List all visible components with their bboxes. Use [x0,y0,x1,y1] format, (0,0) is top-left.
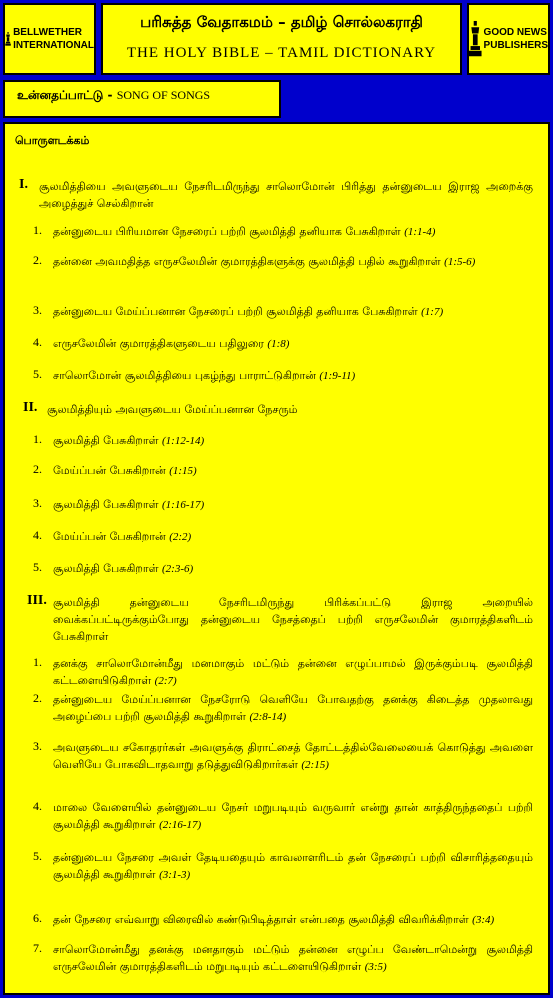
list-item-text: தன் நேசரை எவ்வாறு விரைவில் கண்டுபிடித்தாள் என்பதை சூலமித்தி விவரிக்கிறாள் [53,913,473,926]
list-item-text: சாலொமோன் சூலமித்தியை புகழ்ந்து பாராட்டுகிறான் [53,369,320,382]
list-item-number: 2. [33,253,42,267]
list-item-text: சூலமித்தி பேசுகிறாள் [53,434,163,447]
contents-heading: பொருளடக்கம் [15,134,90,147]
list-item [53,560,533,578]
list-item [53,253,533,271]
verse-reference: (1:8) [267,338,290,350]
list-item [53,739,533,774]
verse-reference: (2:3-6) [162,563,194,575]
verse-reference: (2:15) [301,759,329,771]
verse-reference: (1:16-17) [162,499,205,511]
verse-reference: (1:1-4) [404,226,436,238]
list-item-number: 5. [33,849,42,863]
list-item-text: தன்னுடைய மேய்ப்பனான நேசரோடு வெளியே போவதற்கு தனக்கு கிடைத்த முதலாவது அழைப்பை பற்றி சூலமித்தி கூறுகிறாள் [53,693,533,723]
list-item-text: சூலமித்தி பேசுகிறாள் [53,498,163,511]
list-item-number: 3. [33,739,42,753]
list-item-number: 4. [33,799,42,813]
verse-reference: (2:16-17) [159,819,202,831]
list-item-number: 2. [33,462,42,476]
list-item-text: மாலை வேளையில் தன்னுடைய நேசர் மறுபடியும் வருவார் என்று தான் காத்திருந்ததைப் பற்றி சூலமித்தி கூறுகிறாள் [53,801,533,831]
book-section-label [3,80,281,118]
logo-line-2: PUBLISHERS [483,40,548,51]
part-numeral: I. [19,177,28,192]
tower-icon [469,16,482,62]
verse-reference: (2:8-14) [249,711,287,723]
book-name-tamil: உன்னதப்பாட்டு [17,88,104,102]
part-numeral: III. [27,593,47,608]
list-item-text: தன்னை அவமதித்த எருசலேமின் குமாரத்திகளுக்கு சூலமித்தி பதில் கூறுகிறாள் [53,255,445,268]
book-name-english: SONG OF SONGS [116,88,211,102]
verse-reference: (1:15) [169,465,197,477]
list-item-number: 2. [33,691,42,705]
verse-reference: (3:5) [364,961,387,973]
verse-reference: (3:4) [472,914,495,926]
logo-line-1: GOOD NEWS [483,27,547,38]
list-item [53,496,533,514]
list-item [53,799,533,834]
logo-line-2: INTERNATIONAL [13,40,94,51]
list-item-text: தன்னுடைய நேசரை அவள் தேடியதையும் காவலாளரிடம் தன் நேசரைப் பற்றி விசாரித்ததையும் சூலமித்தி கூறுகிறாள் [53,851,533,881]
part-numeral: II. [23,400,38,415]
part-title: சூலமித்தி தன்னுடைய நேசரிடமிருந்து பிரிக்கப்பட்டு இராஜ அறையில் வைக்கப்பட்டிருக்கும்போது தன்னுடைய நேசத்தைப் பற்றி எருசலேமின் குமாரத்திகளிடம் பேசுகிறாள் [53,596,533,643]
list-item [53,691,533,726]
list-item-text: தன்னுடைய மேய்ப்பனான நேசரைப் பற்றி சூலமித்தி தனியாக பேசுகிறாள் [53,305,422,318]
list-item-number: 1. [33,655,42,669]
list-item [53,941,533,976]
page-title [101,3,462,75]
list-item-text: எருசலேமின் குமாரத்திகளுடைய பதிலுரை [53,337,268,350]
list-item-number: 5. [33,560,42,574]
list-item-number: 4. [33,335,42,349]
list-item-text: தன்னுடைய பிரியமான நேசரைப் பற்றி சூலமித்தி தனியாக பேசுகிறாள் [53,225,405,238]
verse-reference: (3:1-3) [159,869,191,881]
part-title: சூலமித்தியும் அவளுடைய மேய்ப்பனான நேசரும் [47,403,298,416]
list-item [53,655,533,690]
bellwether-logo [3,3,96,75]
list-item [53,335,533,353]
list-item [53,367,533,385]
list-item [53,462,533,480]
verse-reference: (1:9-11) [319,370,356,382]
part-title: சூலமித்தியை அவளுடைய நேசரிடமிருந்து சாலொமோன் பிரித்து தன்னுடைய இராஜ அறைக்கு அழைத்துச் செல்கிறான் [39,180,533,210]
list-item [53,849,533,884]
good-news-logo [467,3,550,75]
list-item-number: 6. [33,911,42,925]
list-item-number: 7. [33,941,42,955]
book-name-sep: - [103,88,117,102]
verse-reference: (1:5-6) [444,256,476,268]
list-item-number: 3. [33,303,42,317]
list-item [53,528,533,546]
list-item-number: 1. [33,223,42,237]
list-item-text: அவளுடைய சகோதரர்கள் அவளுக்கு திராட்சைத் தோட்டத்தில்வேலையைக் கொடுத்து அவளை வெளியே போகவிடாதவாறு தடுத்துவிடுகிறார்கள் [53,741,533,771]
table-of-contents [3,122,550,995]
list-item-text: சாலொமோன்மீது தனக்கு மனதாகும் மட்டும் தன்னை எழுப்ப வேண்டாமென்று சூலமித்தி எருசலேமின் குமாரத்திகளிடம் மறுபடியும் கட்டளையிடுகிறாள் [53,943,533,973]
list-item-text: மேய்ப்பன் பேசுகிறான் [53,464,170,477]
list-item [53,911,533,929]
list-item [53,303,533,321]
verse-reference: (2:2) [169,531,192,543]
list-item-number: 4. [33,528,42,542]
title-english: THE HOLY BIBLE – TAMIL DICTIONARY [126,45,437,61]
title-tamil: பரிசுத்த வேதாகமம் – தமிழ் சொல்லகராதி [140,13,423,31]
list-item-text: சூலமித்தி பேசுகிறாள் [53,562,163,575]
list-item [53,432,533,450]
list-item-number: 3. [33,496,42,510]
list-item-text: மேய்ப்பன் பேசுகிறான் [53,530,170,543]
list-item-number: 5. [33,367,42,381]
list-item-number: 1. [33,432,42,446]
list-item-text: தனக்கு சாலொமோன்மீது மனமாகும் மட்டும் தன்னை எழுப்பாமல் இருக்கும்படி சூலமித்தி கட்டளையிடுகிறாள் [53,657,533,687]
logo-line-1: BELLWETHER [13,27,82,38]
list-item [53,223,533,241]
verse-reference: (1:12-14) [162,435,205,447]
bell-tower-icon [5,16,11,62]
verse-reference: (1:7) [421,306,444,318]
verse-reference: (2:7) [154,675,177,687]
